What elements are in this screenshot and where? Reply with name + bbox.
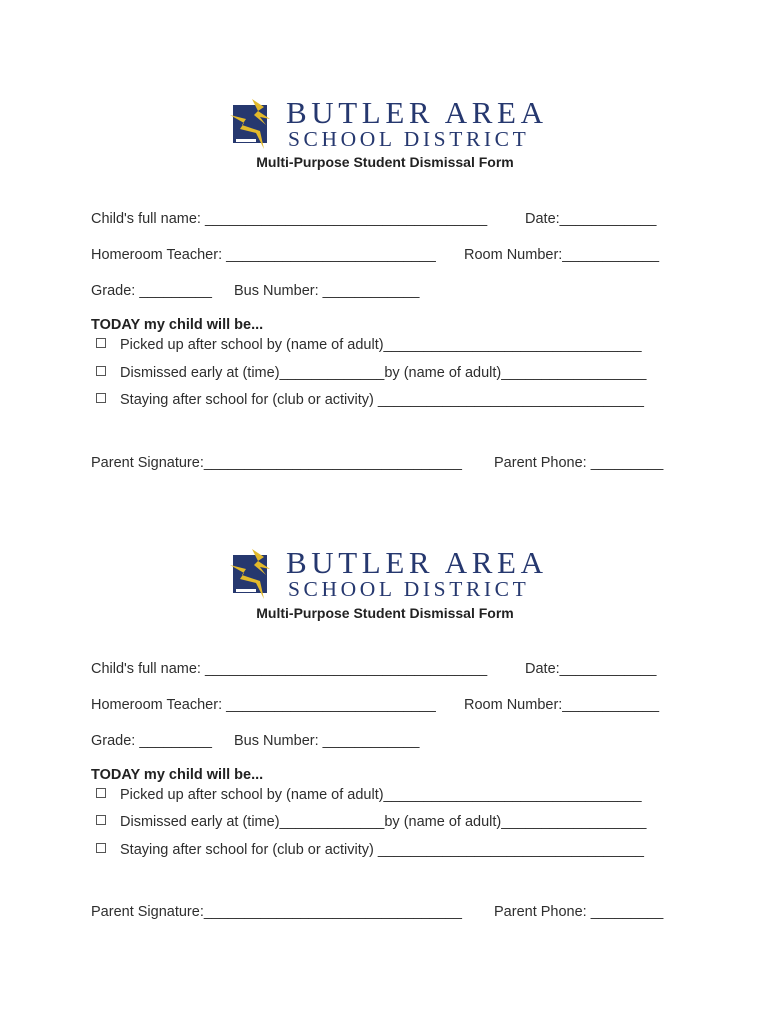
option-staying-after[interactable] (96, 842, 644, 858)
option-staying-after[interactable] (96, 392, 644, 408)
option-label: Staying after school for (club or activity) _________________________________ (120, 392, 644, 408)
dismissal-form-1 (0, 97, 770, 547)
form-title: Multi-Purpose Student Dismissal Form (256, 154, 514, 170)
checkbox[interactable] (96, 366, 106, 376)
checkbox[interactable] (96, 393, 106, 403)
room-number-field[interactable]: Room Number:____________ (464, 697, 660, 713)
dismissal-form-2 (0, 547, 770, 997)
logo-text-school-district: SCHOOL DISTRICT (288, 577, 530, 601)
childs-full-name-field[interactable]: Child's full name: ___________________________________ (91, 211, 488, 227)
district-logo-icon (230, 99, 276, 149)
date-field[interactable]: Date:____________ (525, 661, 657, 677)
option-dismissed-early[interactable] (96, 814, 646, 830)
grade-field[interactable]: Grade: _________ (91, 283, 212, 299)
logo-text-butler-area: BUTLER AREA (286, 95, 548, 130)
option-label: Staying after school for (club or activity) _________________________________ (120, 842, 644, 858)
bus-number-field[interactable]: Bus Number: ____________ (234, 283, 420, 299)
today-heading: TODAY my child will be... (91, 317, 264, 333)
option-label: Picked up after school by (name of adult)________________________________ (120, 787, 642, 803)
logo-text-butler-area: BUTLER AREA (286, 545, 548, 580)
district-logo (230, 547, 550, 603)
form-title: Multi-Purpose Student Dismissal Form (256, 605, 514, 621)
logo-text-school-district: SCHOOL DISTRICT (288, 127, 530, 151)
grade-field[interactable]: Grade: _________ (91, 733, 212, 749)
checkbox[interactable] (96, 815, 106, 825)
parent-phone-field[interactable]: Parent Phone: _________ (494, 455, 664, 471)
room-number-field[interactable]: Room Number:____________ (464, 247, 660, 263)
district-logo-icon (230, 549, 276, 599)
parent-signature-field[interactable]: Parent Signature:________________________________ (91, 904, 462, 920)
parent-phone-field[interactable]: Parent Phone: _________ (494, 904, 664, 920)
checkbox[interactable] (96, 788, 106, 798)
option-picked-up[interactable] (96, 787, 642, 803)
option-dismissed-early[interactable] (96, 365, 646, 381)
bus-number-field[interactable]: Bus Number: ____________ (234, 733, 420, 749)
childs-full-name-field[interactable]: Child's full name: ___________________________________ (91, 661, 488, 677)
date-field[interactable]: Date:____________ (525, 211, 657, 227)
option-label: Picked up after school by (name of adult)________________________________ (120, 337, 642, 353)
homeroom-teacher-field[interactable]: Homeroom Teacher: __________________________ (91, 697, 436, 713)
parent-signature-field[interactable]: Parent Signature:________________________________ (91, 455, 462, 471)
checkbox[interactable] (96, 843, 106, 853)
today-heading: TODAY my child will be... (91, 767, 264, 783)
homeroom-teacher-field[interactable]: Homeroom Teacher: __________________________ (91, 247, 436, 263)
checkbox[interactable] (96, 338, 106, 348)
option-label: Dismissed early at (time)_____________by (name of adult)__________________ (120, 814, 647, 830)
district-logo (230, 97, 550, 153)
option-picked-up[interactable] (96, 337, 642, 353)
option-label: Dismissed early at (time)_____________by (name of adult)__________________ (120, 365, 647, 381)
